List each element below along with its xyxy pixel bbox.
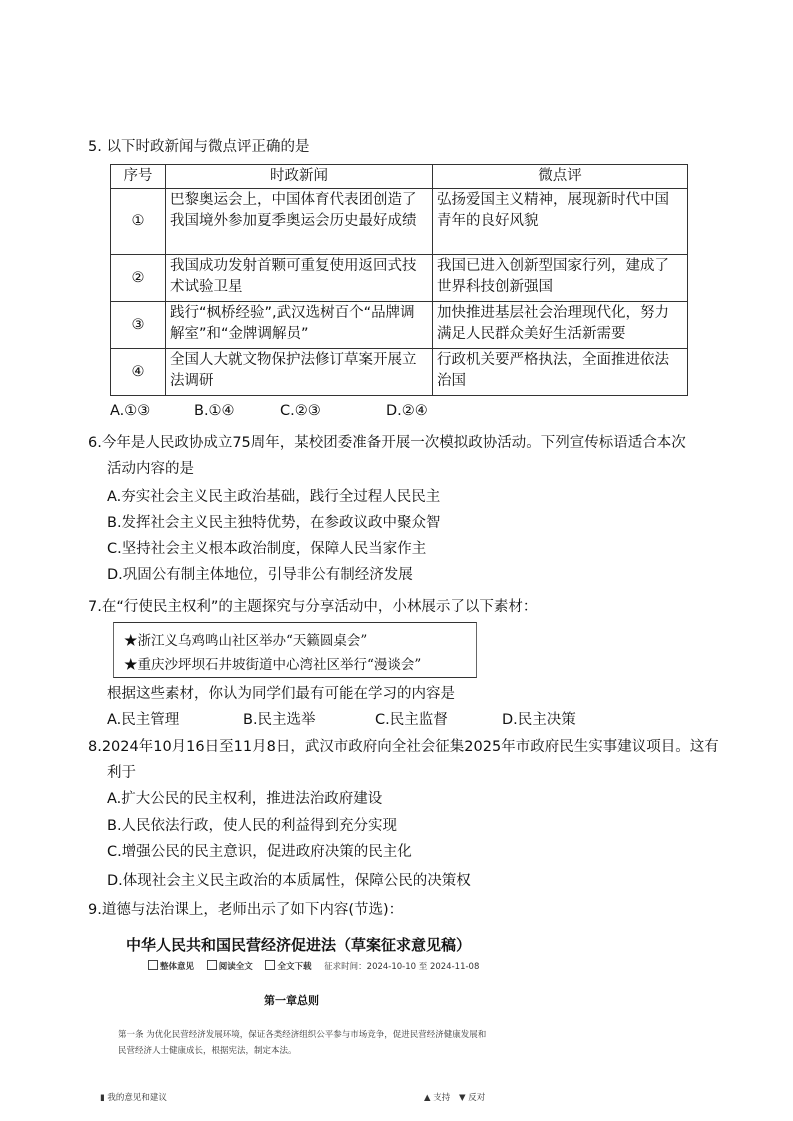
q6-option-d: D.巩固公有制主体地位，引导非公有制经济发展 [107, 567, 413, 583]
row-news: 巴黎奥运会上，中国体育代表团创造了我国境外参加夏季奥运会历史最好成绩 [166, 189, 433, 255]
q8-option-b: B.人民依法行政，使人民的利益得到充分实现 [107, 818, 398, 834]
vote-area [424, 1091, 485, 1103]
row-comment: 行政机关要严格执法，全面推进依法治国 [433, 349, 688, 396]
q5-table [110, 164, 688, 396]
header-news: 时政新闻 [166, 165, 433, 189]
thumb-up-icon: ▲ [424, 1093, 431, 1103]
q5-option-d: D.②④ [386, 403, 428, 419]
row-seq: ① [111, 189, 166, 255]
q7-stem: 7.在“行使民主权利”的主题探究与分享活动中，小林展示了以下素材： [88, 599, 538, 615]
q8-option-a: A.扩大公民的民主权利，推进法治政府建设 [107, 791, 383, 807]
q8-stem-line2: 利于 [107, 765, 136, 781]
row-seq: ② [111, 255, 166, 302]
q6-stem-line1: 6.今年是人民政协成立75周年，某校团委准备开展一次模拟政协活动。下列宣传标语适合本次 [88, 435, 686, 451]
overall-opinion-item: 整体意见 [148, 962, 194, 972]
pin-icon: ▮ [100, 1093, 105, 1103]
download-item: 全文下载 [265, 962, 311, 972]
oppose-label: 反对 [468, 1093, 486, 1103]
q8-option-d: D.体现社会主义民主政治的本质属性，保障公民的决策权 [107, 873, 471, 889]
row-seq: ④ [111, 349, 166, 396]
row-news: 全国人大就文物保护法修订草案开展立法调研 [166, 349, 433, 396]
q6-option-c: C.坚持社会主义根本政治制度，保障人民当家作主 [107, 541, 427, 557]
q7-question: 根据这些素材，你认为同学们最有可能在学习的内容是 [107, 686, 455, 702]
q5-stem: 5. 以下时政新闻与微点评正确的是 [88, 139, 310, 155]
q7-option-a: A.民主管理 [107, 712, 180, 728]
row-news: 我国成功发射首颗可重复使用返回式技 术试验卫星 [166, 255, 433, 302]
my-suggestion: ▮ 我的意见和建议 [100, 1093, 167, 1103]
q5-option-c: C.②③ [280, 403, 321, 419]
row-seq: ③ [111, 302, 166, 349]
chapter-title: 第一章总则 [264, 994, 319, 1007]
header-seq: 序号 [111, 165, 166, 189]
header-comment: 微点评 [433, 165, 688, 189]
q7-option-b: B.民主选举 [243, 712, 316, 728]
law-title: 中华人民共和国民营经济促进法（草案征求意见稿） [126, 936, 472, 954]
table-header-row [111, 165, 688, 189]
q8-option-c: C.增强公民的民主意识，促进政府决策的民主化 [107, 844, 412, 860]
table-row [111, 349, 688, 396]
q7-material-2: ★重庆沙坪坝石井坡街道中心湾社区举行“漫谈会” [124, 657, 422, 673]
q7-option-c: C.民主监督 [375, 712, 448, 728]
download-icon [265, 960, 275, 970]
row-comment: 加快推进基层社会治理现代化，努力满足人民群众美好生活新需要 [433, 302, 688, 349]
q9-stem: 9.道德与法治课上，老师出示了如下内容(节选)： [88, 902, 404, 918]
table-row [111, 255, 688, 302]
q5-option-a: A.①③ [110, 403, 151, 419]
q7-material-box [113, 622, 477, 678]
table-row [111, 302, 688, 349]
q5-option-b: B.①④ [194, 403, 235, 419]
row-comment: 弘扬爱国主义精神，展现新时代中国青年的良好风貌 [433, 189, 688, 255]
article-1: 第一条 为优化民营经济发展环境，保证各类经济组织公平参与市场竞争，促进民营经济健康发展和民营经济人士健康成长，根据宪法，制定本法。 [118, 1030, 487, 1056]
solicitation-period: 征求时间：2024-10-10 至 2024-11-08 [324, 962, 480, 972]
read-full-item: 阅读全文 [207, 962, 253, 972]
q7-option-d: D.民主决策 [502, 712, 576, 728]
q6-option-a: A.夯实社会主义民主政治基础，践行全过程人民民主 [107, 489, 441, 505]
law-draft-screenshot [96, 924, 492, 1114]
support-label: 支持 [433, 1093, 451, 1103]
table-row [111, 189, 688, 255]
law-toolbar [148, 960, 489, 972]
q6-stem-line2: 活动内容的是 [107, 461, 194, 477]
thumb-down-icon: ▼ [458, 1093, 466, 1103]
row-news: 践行“枫桥经验”,武汉选树百个“品牌调解室”和“金牌调解员” [166, 302, 433, 349]
row-comment: 我国已进入创新型国家行列，建成了世界科技创新强国 [433, 255, 688, 302]
comment-icon [148, 960, 158, 970]
document-icon [207, 960, 217, 970]
q6-option-b: B.发挥社会主义民主独特优势，在参政议政中聚众智 [107, 515, 441, 531]
q8-stem-line1: 8.2024年10月16日至11月8日，武汉市政府向全社会征集2025年市政府民生实事建议项目。这有 [88, 739, 719, 755]
q7-material-1: ★浙江义乌鸡鸣山社区举办“天籁圆桌会” [124, 633, 368, 649]
